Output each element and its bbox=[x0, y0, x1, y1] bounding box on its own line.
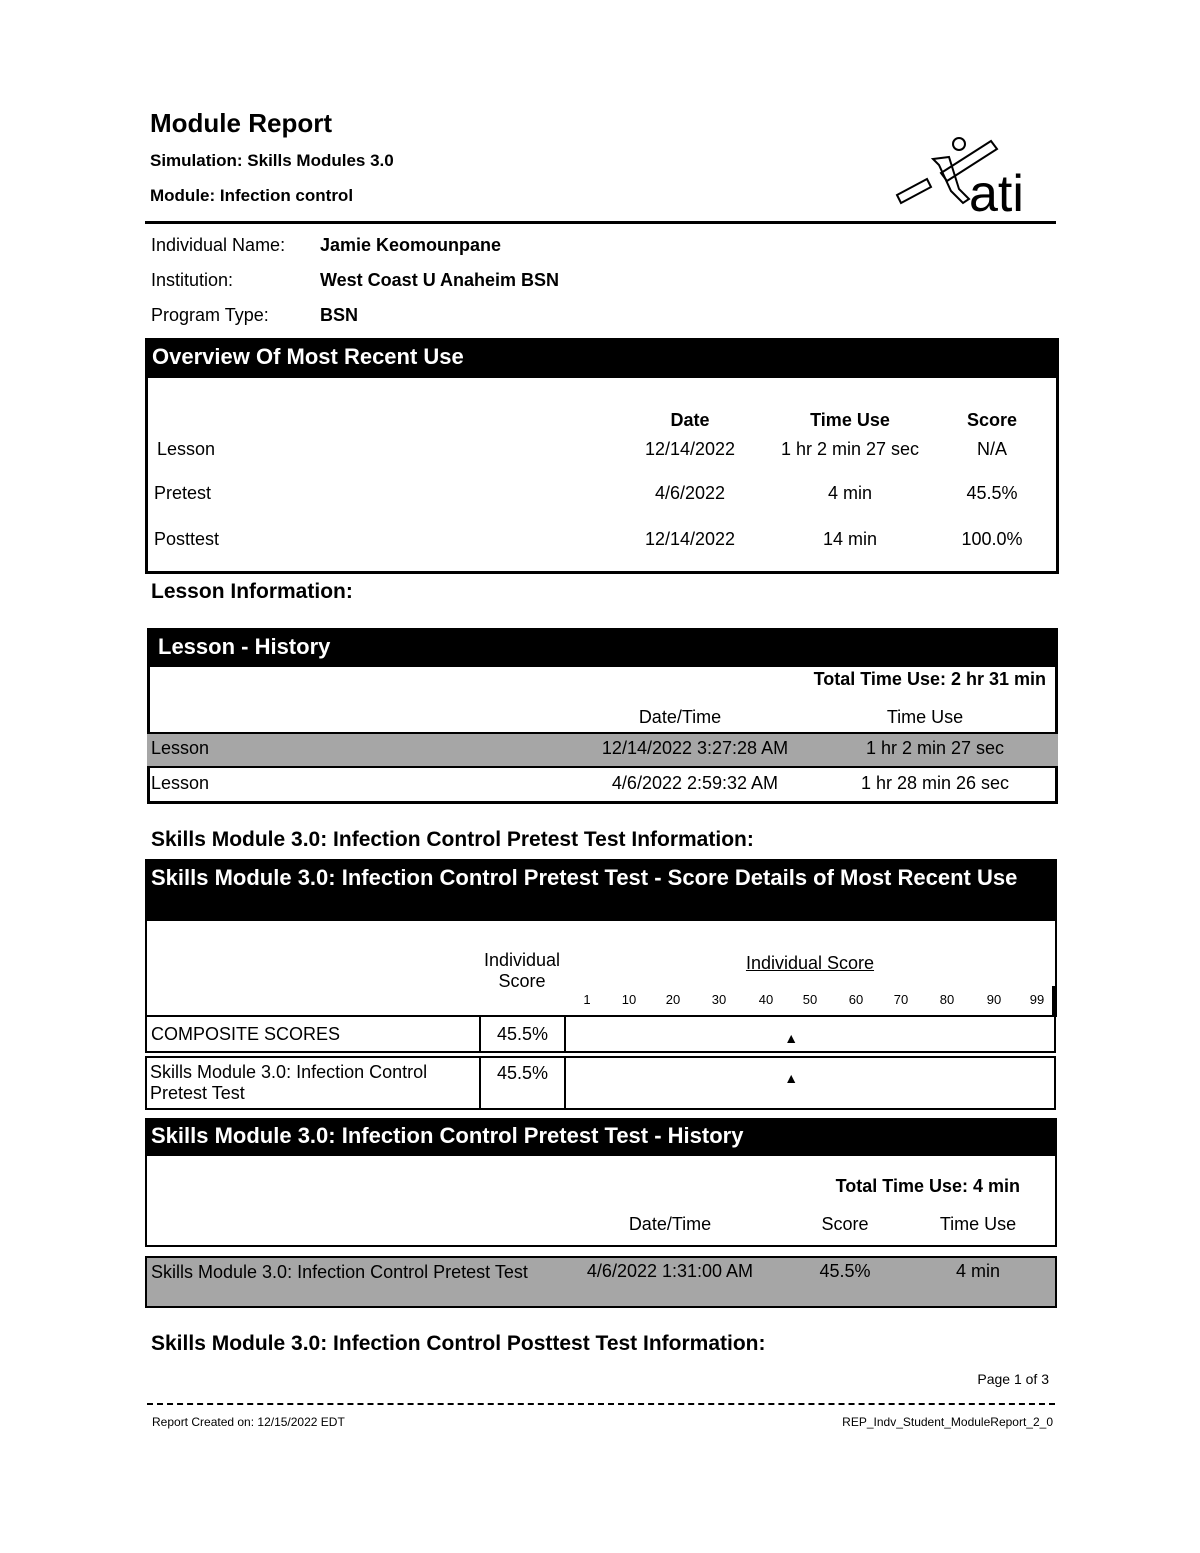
lesson-col-time: Time Use bbox=[886, 707, 964, 727]
report-id: REP_Indv_Student_ModuleReport_2_0 bbox=[842, 1415, 1053, 1429]
scale-tick-label: 10 bbox=[621, 992, 637, 1007]
composite-score: 45.5% bbox=[496, 1024, 549, 1044]
composite-name: COMPOSITE SCORES bbox=[151, 1024, 341, 1044]
overview-col-time: Time Use bbox=[810, 410, 890, 430]
pretest-information-heading: Skills Module 3.0: Infection Control Pretest Test Information: bbox=[151, 828, 754, 851]
program-type-label: Program Type: bbox=[151, 305, 269, 325]
report-created: Report Created on: 12/15/2022 EDT bbox=[152, 1415, 345, 1429]
lesson-history-header: Lesson - History bbox=[147, 628, 1058, 667]
simulation-label: Simulation: Skills Modules 3.0 bbox=[150, 151, 394, 170]
individual-score-column-label: Individual Score bbox=[483, 950, 561, 991]
overview-row-score: 45.5% bbox=[966, 483, 1018, 503]
pretest-scale-cell bbox=[564, 1056, 1056, 1110]
ati-logo bbox=[893, 133, 1039, 218]
overview-row-time: 4 min bbox=[827, 483, 872, 503]
overview-row-time: 14 min bbox=[822, 529, 878, 549]
institution-value: West Coast U Anaheim BSN bbox=[320, 270, 560, 290]
lesson-row-time: 1 hr 2 min 27 sec bbox=[865, 738, 1005, 758]
individual-name-value: Jamie Keomounpane bbox=[320, 235, 502, 255]
pretest-col-time: Time Use bbox=[939, 1214, 1017, 1234]
pretest-history-header: Skills Module 3.0: Infection Control Pretest Test - History bbox=[145, 1118, 1057, 1156]
overview-row-name: Lesson bbox=[157, 439, 216, 459]
scale-tick-label: 40 bbox=[758, 992, 774, 1007]
pretest-total-time: Total Time Use: 4 min bbox=[835, 1176, 1020, 1196]
scale-tick-label: 1 bbox=[583, 992, 591, 1007]
score-marker-icon: ▲ bbox=[784, 1030, 799, 1046]
pretest-col-datetime: Date/Time bbox=[628, 1214, 712, 1234]
lesson-row-name: Lesson bbox=[151, 773, 210, 793]
score-marker-icon: ▲ bbox=[784, 1070, 799, 1086]
lesson-row-datetime: 4/6/2022 2:59:32 AM bbox=[611, 773, 779, 793]
footer-divider bbox=[147, 1403, 1055, 1405]
scale-tick-label: 60 bbox=[848, 992, 864, 1007]
overview-row-name: Posttest bbox=[154, 529, 220, 549]
lesson-row-name: Lesson bbox=[151, 738, 210, 758]
overview-row-score: 100.0% bbox=[961, 529, 1023, 549]
lesson-row-datetime: 12/14/2022 3:27:28 AM bbox=[601, 738, 789, 758]
pretest-history-row-time: 4 min bbox=[955, 1261, 1000, 1281]
posttest-information-heading: Skills Module 3.0: Infection Control Posttest Test Information: bbox=[151, 1332, 766, 1355]
institution-label: Institution: bbox=[151, 270, 234, 290]
header-rule bbox=[145, 221, 1056, 224]
report-title: Module Report bbox=[150, 108, 332, 138]
logo-text: ati bbox=[969, 165, 1024, 218]
lesson-row-time: 1 hr 28 min 26 sec bbox=[860, 773, 1010, 793]
overview-row-score: N/A bbox=[976, 439, 1007, 459]
pretest-row-score: 45.5% bbox=[496, 1063, 549, 1083]
scale-end-bar bbox=[1052, 986, 1055, 1016]
pretest-score-header: Skills Module 3.0: Infection Control Pretest Test - Score Details of Most Recent Use bbox=[145, 859, 1057, 921]
lesson-col-datetime: Date/Time bbox=[638, 707, 722, 727]
scale-tick-label: 90 bbox=[986, 992, 1002, 1007]
scale-tick-label: 80 bbox=[939, 992, 955, 1007]
pretest-col-score: Score bbox=[821, 1214, 869, 1234]
overview-col-date: Date bbox=[670, 410, 710, 430]
individual-name-label: Individual Name: bbox=[151, 235, 286, 255]
pretest-history-row-score: 45.5% bbox=[819, 1261, 871, 1281]
scale-tick-label: 20 bbox=[665, 992, 681, 1007]
scale-tick-label: 50 bbox=[802, 992, 818, 1007]
overview-row-time: 1 hr 2 min 27 sec bbox=[780, 439, 920, 459]
pretest-history-row-name: Skills Module 3.0: Infection Control Pretest Test bbox=[151, 1262, 528, 1282]
overview-row-date: 12/14/2022 bbox=[644, 439, 736, 459]
overview-row-date: 12/14/2022 bbox=[644, 529, 736, 549]
pretest-row-name: Skills Module 3.0: Infection Control Pretest Test bbox=[150, 1062, 428, 1103]
lesson-information-heading: Lesson Information: bbox=[151, 580, 353, 603]
overview-col-score: Score bbox=[966, 410, 1018, 430]
scale-tick-label: 99 bbox=[1029, 992, 1045, 1007]
pretest-history-row-datetime: 4/6/2022 1:31:00 AM bbox=[586, 1261, 754, 1281]
overview-row-date: 4/6/2022 bbox=[654, 483, 726, 503]
overview-header: Overview Of Most Recent Use bbox=[145, 338, 1059, 378]
program-type-value: BSN bbox=[320, 305, 359, 325]
scale-tick-label: 70 bbox=[893, 992, 909, 1007]
scale-tick-label: 30 bbox=[711, 992, 727, 1007]
lesson-total-time: Total Time Use: 2 hr 31 min bbox=[813, 669, 1046, 689]
module-label: Module: Infection control bbox=[150, 186, 354, 205]
composite-scale-cell bbox=[564, 1015, 1056, 1053]
page-number: Page 1 of 3 bbox=[977, 1371, 1049, 1387]
individual-score-scale-label: Individual Score bbox=[745, 953, 875, 973]
overview-row-name: Pretest bbox=[154, 483, 212, 503]
